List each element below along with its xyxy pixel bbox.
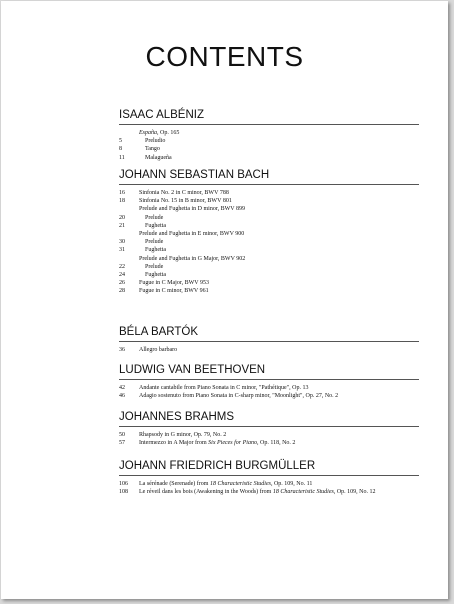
piece-title [139,346,177,354]
piece-title [139,230,244,238]
title-part: Rhapsody in G minor, Op. 79, No. 2 [139,432,227,438]
composer-heading: JOHANN SEBASTIAN BACH [119,169,270,181]
title-part: , Op. 109, No. 11 [270,481,313,487]
section-rule [119,184,419,185]
italic-title-part: España [139,130,157,136]
toc-entry[interactable] [119,137,419,145]
page-number: 5 [119,138,122,145]
toc-entry[interactable] [119,205,419,213]
italic-title-part: 18 Characteristic Studies [272,489,334,496]
title-part: Allegro barbaro [139,347,178,353]
piece-title [139,189,229,197]
toc-entry[interactable] [119,488,419,496]
piece-title [139,154,172,162]
composer-heading: LUDWIG VAN BEETHOVEN [119,364,266,376]
title-part: Fughetta [145,272,166,279]
piece-title [139,197,232,205]
title-part: Prelude and Fughetta in E minor, BWV 900 [139,231,245,238]
toc-entry[interactable] [119,384,419,392]
title-part: Fughetta [145,247,166,254]
page-number [119,205,139,213]
title-part: Fugue in C Major, BWV 953 [139,280,209,287]
toc-entry[interactable] [119,439,419,447]
piece-title [139,287,209,295]
title-part: Adagio sostenuto from Piano Sonata in C-sharp minor, "Moonlight", Op. 27, No. 2 [139,393,339,400]
section-bach [119,169,419,296]
page-number: 28 [119,288,125,295]
toc-entry[interactable] [119,480,419,488]
title-part: La sérénade (Serenade) from [139,481,210,487]
piece-title [139,431,226,439]
piece-title [139,384,308,392]
section-burgmuller [119,460,419,496]
piece-title [139,488,376,496]
title-part: , Op. 165 [157,130,180,136]
title-part: Sinfonia No. 15 in B minor, BWV 801 [139,198,232,205]
title-part: Preludio [145,138,166,145]
toc-entry[interactable] [119,246,419,254]
toc-entry[interactable] [119,279,419,287]
composer-heading: BÉLA BARTÓK [119,326,199,338]
page-number: 18 [119,198,125,205]
section-brahms [119,411,419,447]
page-number: 8 [119,146,122,153]
piece-title [139,145,160,153]
title-part: , Op. 118, No. 2 [256,440,296,447]
page-number: 50 [119,432,125,438]
section-rule [119,379,419,380]
title-part: Malagueña [145,154,172,161]
composer-heading: JOHANNES BRAHMS [119,411,235,423]
title-part: Andante cantabile from Piano Sonata in C minor, "Pathétique", Op. 13 [139,385,309,391]
toc-entry[interactable] [119,431,419,439]
toc-entry[interactable] [119,346,419,354]
composer-heading: JOHANN FRIEDRICH BURGMÜLLER [119,460,316,472]
title-part: Prelude [145,239,164,246]
section-rule [119,124,419,125]
piece-title [139,392,338,400]
piece-title [139,263,163,271]
italic-title-part: 18 Characteristic Studies [209,481,271,487]
toc-entry[interactable] [119,255,419,263]
piece-title [139,222,166,230]
piece-title [139,480,312,488]
title-part: Prelude and Fughetta in D minor, BWV 899 [139,206,245,213]
page-number: 16 [119,190,125,196]
title-part: Sinfonia No. 2 in C minor, BWV 788 [139,190,229,196]
toc-entry[interactable] [119,238,419,246]
page-number: 24 [119,272,125,279]
toc-entry[interactable] [119,287,419,295]
page-number: 11 [119,154,125,161]
section-bartok [119,326,419,354]
title-part: , Op. 109, No. 12 [333,489,376,496]
title-part: Fughetta [145,222,166,229]
contents-page [1,1,448,599]
title-part: Intermezzo in A Major from [139,440,209,447]
toc-entry[interactable] [119,222,419,230]
piece-title [139,255,245,263]
title-part: Prelude and Fughetta in G Major, BWV 902 [139,255,246,262]
page-number: 42 [119,385,125,391]
section-beethoven [119,364,419,400]
page-number: 30 [119,239,125,246]
page-number: 26 [119,280,125,287]
piece-title [139,279,209,287]
page-number: 57 [119,440,125,447]
piece-title [139,214,163,222]
toc-entry[interactable] [119,129,419,137]
piece-title [139,137,165,145]
toc-entry[interactable] [119,145,419,153]
toc-entry[interactable] [119,197,419,205]
toc-entry[interactable] [119,263,419,271]
title-part: Prelude [145,214,164,221]
page-number [119,230,139,238]
piece-title [139,439,295,447]
toc-entry[interactable] [119,154,419,162]
toc-entry[interactable] [119,214,419,222]
page-number: 108 [119,489,128,496]
page-number: 36 [119,347,125,353]
composer-heading: ISAAC ALBÉNIZ [119,109,205,121]
piece-title [139,246,166,254]
page-number: 106 [119,481,128,487]
section-albeniz [119,109,419,162]
section-rule [119,341,419,342]
section-rule [119,426,419,427]
title-part: Le réveil dans les bois (Awakening in the Woods) from [139,489,273,496]
page-title: CONTENTS [145,41,304,72]
title-part: Tango [145,146,160,153]
toc-entry[interactable] [119,271,419,279]
italic-title-part: Six Pieces for Piano [208,440,257,447]
toc-entry[interactable] [119,392,419,400]
piece-title [139,129,179,137]
page-number: 22 [119,263,125,270]
toc-entry[interactable] [119,189,419,197]
page-number: 21 [119,222,125,229]
piece-title [139,238,163,246]
piece-title [139,271,166,279]
page-number [119,129,139,137]
toc-entry[interactable] [119,230,419,238]
section-rule [119,475,419,476]
title-part: Fugue in C minor, BWV 961 [139,288,209,295]
piece-title [139,205,245,213]
page-number: 20 [119,214,125,221]
page-number: 31 [119,247,125,254]
title-part: Prelude [145,263,164,270]
page-number [119,255,139,263]
page-number: 46 [119,393,125,400]
